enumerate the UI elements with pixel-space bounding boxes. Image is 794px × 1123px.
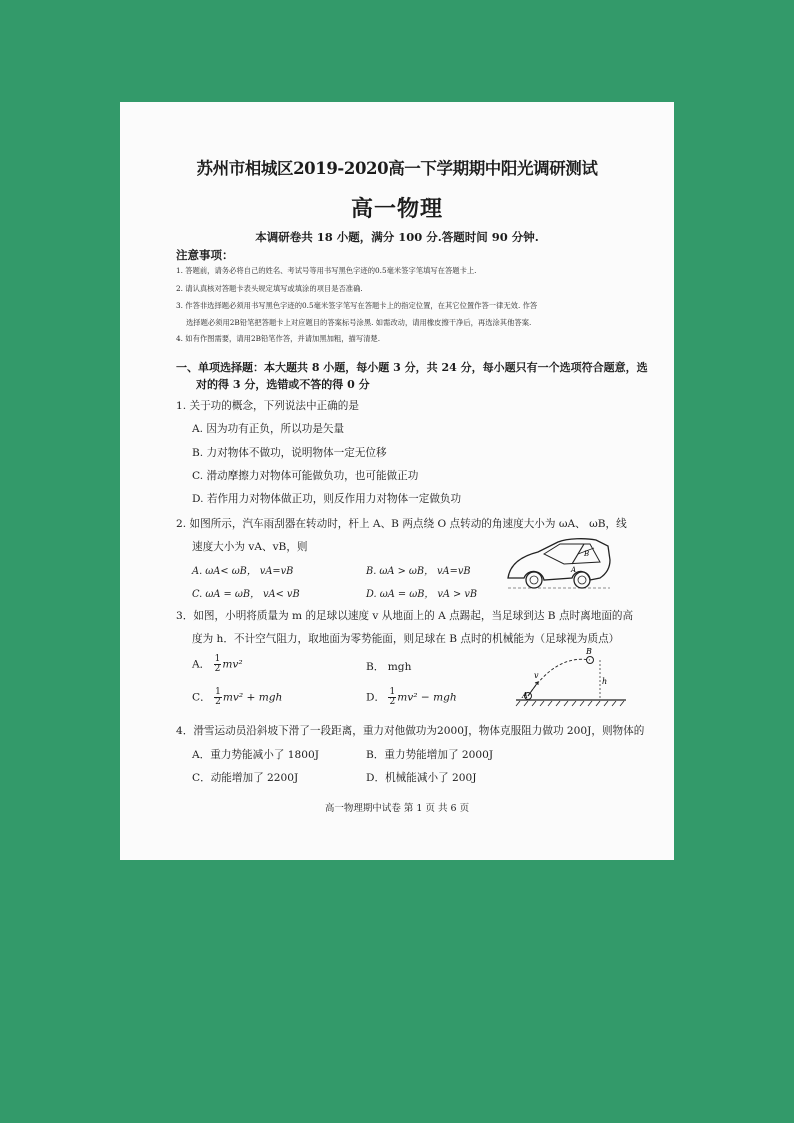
question-1-option-a: A. 因为功有正负，所以功是矢量 bbox=[192, 423, 345, 435]
note-item: 4. 如有作图需要，请用2B铅笔作答，并请加黑加粗，描写清楚. bbox=[176, 334, 381, 343]
page-footer: 高一物理期中试卷 第 1 页 共 6 页 bbox=[324, 803, 470, 814]
note-item: 2. 请认真核对答题卡表头规定填写或填涂的项目是否准确. bbox=[176, 284, 363, 293]
football-trajectory-figure bbox=[516, 646, 626, 706]
question-3-option-b: B． mgh bbox=[366, 661, 412, 673]
question-3-option-d: D． $\frac{1}{2}$ mv² − mgh bbox=[366, 687, 457, 707]
question-3-option-c: C． $\frac{1}{2}$ mv² + mgh bbox=[192, 687, 283, 707]
question-2-option-b: B. ωA > ωB， vA=vB bbox=[366, 566, 471, 577]
fraction: $\frac{1}{2}$ bbox=[389, 687, 396, 707]
question-2-option-a: A. ωA< ωB， vA=vB bbox=[192, 566, 294, 577]
figure-label-b: B bbox=[586, 647, 592, 656]
fraction: $\frac{1}{2}$ bbox=[215, 687, 221, 707]
subject-heading: 高一物理 bbox=[350, 196, 443, 222]
svg-text:A: A bbox=[571, 566, 577, 574]
section-heading-cont: 对的得 3 分，选错或不答的得 0 分 bbox=[196, 378, 370, 391]
question-2-option-c: C. ωA = ωB， vA< vB bbox=[192, 589, 300, 600]
note-item: 选择题必须用2B铅笔把答题卡上对应题目的答案标号涂黑. 如需改动，请用橡皮擦干净后，再选涂其他答案. bbox=[186, 318, 532, 327]
exam-page bbox=[120, 102, 674, 860]
exam-title: 苏州市相城区2019-2020高一下学期期中阳光调研测试 bbox=[196, 159, 598, 178]
figure-label-v: v bbox=[534, 671, 539, 680]
exam-info: 本调研卷共 18 小题，满分 100 分.答题时间 90 分钟. bbox=[255, 230, 539, 244]
section-heading: 一、单项选择题：本大题共 8 小题，每小题 3 分，共 24 分，每小题只有一个选项符合题意，选 bbox=[176, 361, 648, 374]
question-3-option-a: A． $\frac{1}{2}$ mv² bbox=[192, 654, 243, 674]
question-1-stem: 1. 关于功的概念，下列说法中正确的是 bbox=[176, 400, 359, 412]
fraction: $\frac{1}{2}$ bbox=[214, 654, 221, 674]
note-item: 1. 答题前，请务必将自己的姓名、考试号等用书写黑色字迹的0.5毫米签字笔填写在答题卡上. bbox=[176, 266, 477, 275]
figure-label-a: A bbox=[522, 691, 528, 700]
question-4-option-c: C．动能增加了 2200J bbox=[192, 772, 299, 784]
question-2-stem-cont: 速度大小为 vA、vB，则 bbox=[192, 541, 308, 553]
car-wiper-figure bbox=[504, 534, 614, 590]
question-1-option-b: B. 力对物体不做功，说明物体一定无位移 bbox=[192, 447, 387, 459]
svg-text:B: B bbox=[584, 550, 590, 558]
figure-label-h: h bbox=[602, 677, 608, 686]
question-3-stem: 3．如图，小明将质量为 m 的足球以速度 v 从地面上的 A 点踢起，当足球到达 B 点时离地面的高 bbox=[176, 610, 634, 622]
question-1-option-d: D. 若作用力对物体做正功，则反作用力对物体一定做负功 bbox=[192, 493, 462, 505]
question-1-option-c: C. 滑动摩擦力对物体可能做负功，也可能做正功 bbox=[192, 470, 419, 482]
note-item: 3. 作答非选择题必须用书写黑色字迹的0.5毫米签字笔写在答题卡上的指定位置，在其它位置作答一律无效. 作答 bbox=[176, 301, 538, 310]
question-4-option-b: B．重力势能增加了 2000J bbox=[366, 749, 494, 761]
notes-heading: 注意事项： bbox=[176, 248, 234, 262]
question-3-stem-cont: 度为 h．不计空气阻力，取地面为零势能面，则足球在 B 点时的机械能为（足球视为质点） bbox=[192, 633, 620, 645]
question-2-option-d: D. ωA = ωB， vA > vB bbox=[366, 589, 478, 600]
question-4-option-a: A．重力势能减小了 1800J bbox=[192, 749, 319, 761]
question-2-stem: 2. 如图所示，汽车雨刮器在转动时，杆上 A、B 两点绕 O 点转动的角速度大小为 ωA、 ωB，线 bbox=[176, 518, 627, 530]
question-4-option-d: D．机械能减小了 200J bbox=[366, 772, 477, 784]
question-4-stem: 4．滑雪运动员沿斜坡下滑了一段距离，重力对他做功为2000J，物体克服阻力做功 200J，则物体的 bbox=[176, 725, 645, 737]
